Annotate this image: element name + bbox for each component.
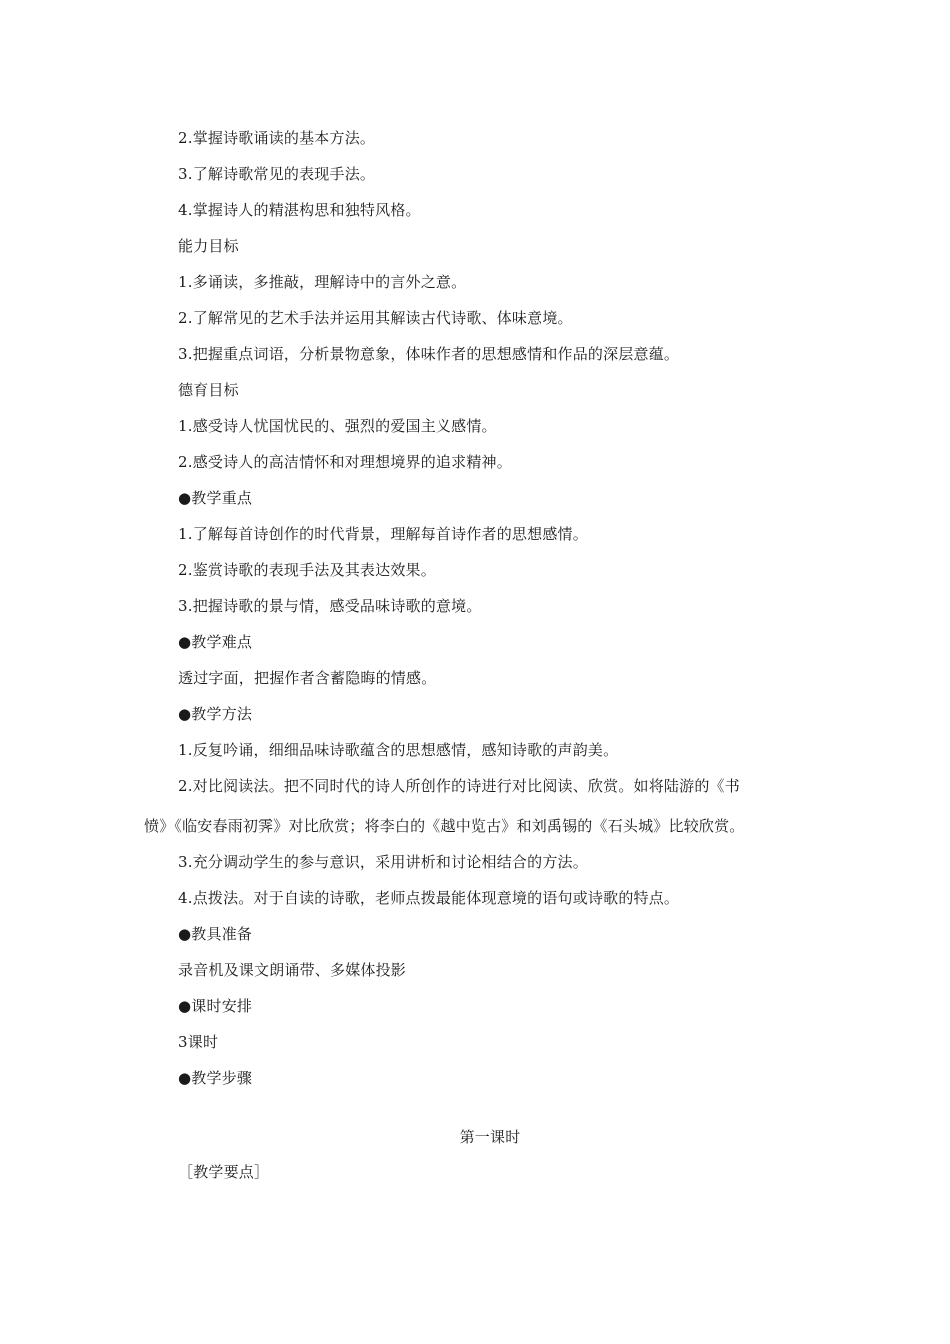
knowledge-goal-4: 4.掌握诗人的精湛构思和独特风格。 bbox=[178, 201, 421, 219]
ability-goal-2: 2.了解常见的艺术手法并运用其解读古代诗歌、体味意境。 bbox=[178, 309, 573, 327]
method-2: 2.对比阅读法。把不同时代的诗人所创作的诗进行对比阅读、欣赏。如将陆游的《书 bbox=[178, 777, 740, 795]
moral-goals-heading: 德育目标 bbox=[178, 381, 239, 399]
equipment-text: 录音机及课文朗诵带、多媒体投影 bbox=[178, 961, 407, 979]
teaching-points-label: ［教学要点］ bbox=[178, 1163, 270, 1181]
ability-goal-3: 3.把握重点词语，分析景物意象，体味作者的思想感情和作品的深层意蕴。 bbox=[178, 345, 680, 363]
knowledge-goal-2: 2.掌握诗歌诵读的基本方法。 bbox=[178, 129, 376, 147]
moral-goal-2: 2.感受诗人的高洁情怀和对理想境界的追求精神。 bbox=[178, 453, 512, 471]
moral-goal-1: 1.感受诗人忧国忧民的、强烈的爱国主义感情。 bbox=[178, 417, 497, 435]
method-4: 4.点拨法。对于自读的诗歌，老师点拨最能体现意境的语句或诗歌的特点。 bbox=[178, 889, 680, 907]
method-1: 1.反复吟诵，细细品味诗歌蕴含的思想感情，感知诗歌的声韵美。 bbox=[178, 741, 619, 759]
schedule-text: 3课时 bbox=[178, 1033, 219, 1051]
method-3: 3.充分调动学生的参与意识，采用讲析和讨论相结合的方法。 bbox=[178, 853, 588, 871]
schedule-heading: ●课时安排 bbox=[178, 997, 253, 1015]
ability-goal-1: 1.多诵读，多推敲，理解诗中的言外之意。 bbox=[178, 273, 467, 291]
first-lesson-title: 第一课时 bbox=[459, 1128, 521, 1146]
difficulties-heading: ●教学难点 bbox=[178, 633, 253, 651]
steps-heading: ●教学步骤 bbox=[178, 1069, 253, 1087]
difficulty-text: 透过字面，把握作者含蓄隐晦的情感。 bbox=[178, 669, 437, 687]
ability-goals-heading: 能力目标 bbox=[178, 237, 239, 255]
key-point-2: 2.鉴赏诗歌的表现手法及其表达效果。 bbox=[178, 561, 436, 579]
knowledge-goal-3: 3.了解诗歌常见的表现手法。 bbox=[178, 165, 376, 183]
key-point-1: 1.了解每首诗创作的时代背景，理解每首诗作者的思想感情。 bbox=[178, 525, 588, 543]
equipment-heading: ●教具准备 bbox=[178, 925, 253, 943]
method-2-continuation: 愤》《临安春雨初霁》对比欣赏；将李白的《越中览古》和刘禹锡的《石头城》比较欣赏。 bbox=[144, 817, 745, 835]
key-points-heading: ●教学重点 bbox=[178, 489, 253, 507]
key-point-3: 3.把握诗歌的景与情，感受品味诗歌的意境。 bbox=[178, 597, 482, 615]
methods-heading: ●教学方法 bbox=[178, 705, 253, 723]
